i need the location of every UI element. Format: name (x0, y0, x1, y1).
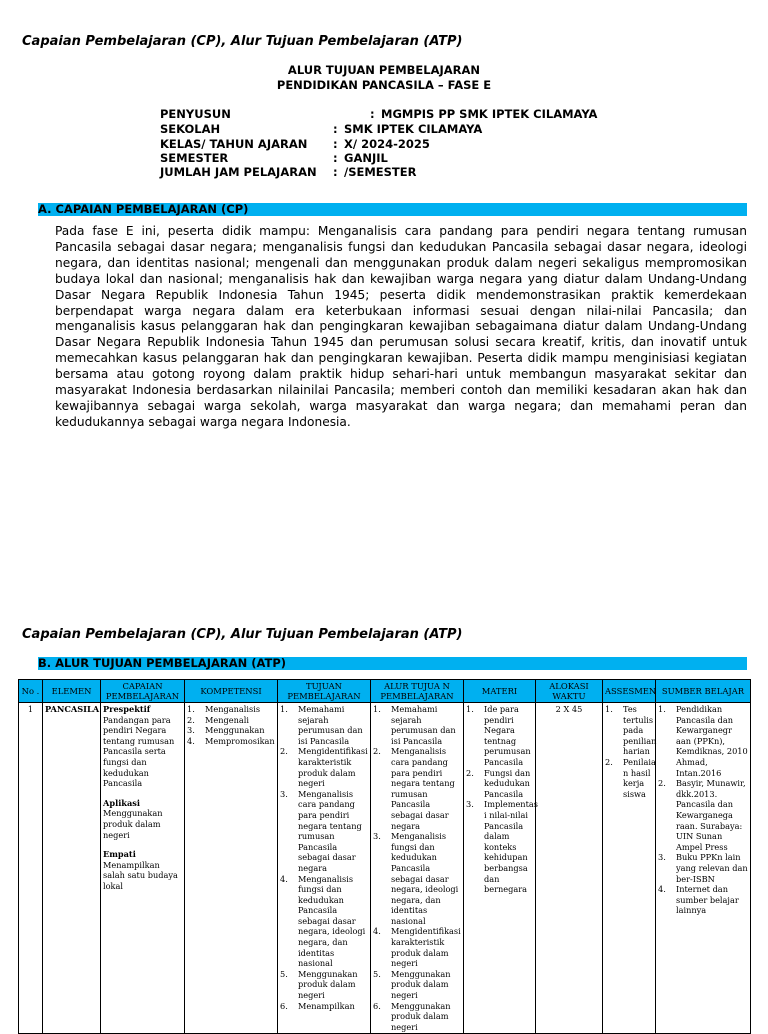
sumber-item: Internet dan sumber belajar lainnya (676, 884, 739, 916)
cell-capaian (101, 703, 185, 1034)
col-header-capaian: CAPAIAN PEMBELAJARAN (101, 680, 185, 703)
sumber-item: Buku PPKn lain yang relevan dan ber-ISBN (676, 852, 748, 884)
col-header-asesmen: ASSESMEN (603, 680, 656, 703)
table-header-row (19, 680, 751, 703)
info-label-jam: JUMLAH JAM PELAJARAN (160, 165, 317, 179)
cp-head-aplikasi: Aplikasi (103, 797, 140, 808)
info-value-semester: GANJIL (344, 151, 388, 165)
info-label-kelas: KELAS/ TAHUN AJARAN (160, 137, 308, 151)
info-value-kelas: X/ 2024-2025 (344, 137, 430, 151)
info-sep-kelas: : (333, 137, 338, 151)
cp-head-prespektif: Prespektif (103, 704, 151, 714)
cell-sumber (656, 703, 751, 1034)
tujuan-item: Mengidentifikasi karakteristik produk dalam negeri (298, 746, 368, 789)
col-header-alur: ALUR TUJUA N PEMBELAJARAN (371, 680, 464, 703)
alur-item: Menggunakan produk dalam negeri (391, 968, 451, 1001)
cp-text-aplikasi: Menggunakan produk dalam negeri (103, 808, 163, 840)
cell-no: 1 (19, 703, 43, 1034)
cell-alokasi: 2 X 45 (536, 703, 603, 1034)
cell-tujuan (278, 703, 371, 1034)
table-row (19, 703, 751, 1034)
tujuan-item: Menampilkan (298, 1000, 355, 1011)
col-header-elemen: ELEMEN (43, 680, 101, 703)
section-a-heading: A. CAPAIAN PEMBELAJARAN (CP) (38, 203, 747, 216)
asesmen-item: Penilaia n hasil kerja siswa (623, 756, 656, 799)
col-header-tujuan: TUJUAN PEMBELAJARAN (278, 680, 371, 703)
info-value-jam: /SEMESTER (344, 165, 417, 179)
asesmen-item: Tes tertulis pada penilian harian (623, 704, 657, 757)
cp-text-empati: Menampilkan salah satu budaya lokal (103, 859, 178, 891)
alur-item: Mengidentifikasi karakteristik produk dalam negeri (391, 926, 461, 969)
kompetensi-item: Mengenali (205, 714, 249, 725)
materi-item: Fungsi dan kedudukan Pancasila (484, 767, 531, 799)
cell-materi (464, 703, 536, 1034)
document-header: Capaian Pembelajaran (CP), Alur Tujuan Pembelajaran (ATP) (22, 34, 463, 49)
cp-text-prespektif: Pandangan para pendiri Negara tentang rumusan Pancasila serta fungsi dan kedudukan Pancasila (103, 714, 175, 789)
alur-item: Menganalisis fungsi dan kedudukan Pancasila sebagai dasar negara, ideologi negara, dan identitas nasional (391, 831, 459, 926)
info-label-penyusun: PENYUSUN (160, 107, 231, 121)
info-sep-jam: : (333, 165, 338, 179)
alur-item: Menganalisis cara pandang para pendiri negara tentang rumusan Pancasila sebagai dasar negara (391, 746, 455, 831)
info-label-sekolah: SEKOLAH (160, 122, 221, 136)
cell-asesmen (603, 703, 656, 1034)
col-header-sumber: SUMBER BELAJAR (656, 680, 751, 703)
materi-item: Implementas i nilai-nilai Pancasila dalam konteks kehidupan berbangsa dan bernegara (484, 799, 538, 895)
cp-paragraph: Pada fase E ini, peserta didik mampu: Menganalisis cara pandang para pendiri negara tentang rumusan Pancasila sebagai dasar negara; menganalisis fungsi dan kedudukan Pancasila sebagai dasar negara, ideologi negara, dan identitas nasional; mengenali dan menggunakan produk dalam negeri sekaligus mempromosikan budaya lokal dan nasional; menganalisis hak dan kewajiban warga negara yang diatur dalam Undang-Undang Dasar Negara Republik Indonesia Tahun 1945; peserta didik mendemonstrasikan praktik kemerdekaan berpendapat warga negara dalam era keterbukaan informasi sesuai dengan nilai-nilai Pancasila; dan menganalisis kasus pelanggaran hak dan pengingkaran kewajiban sebagaimana diatur dalam Undang-Undang Dasar Negara Republik Indonesia Tahun 1945 dan perumusan solusi secara kreatif, kritis, dan inovatif untuk memecahkan kasus pelanggaran hak dan pengingkaran kewajiban. Peserta didik mampu menginisiasi kegiatan bersama atau gotong royong dalam praktik hidup sehari-hari untuk membangun masyarakat sekitar dan masyarakat Indonesia berdasarkan nilainilai Pancasila; memberi contoh dan memiliki kesadaran akan hak dan kewajibannya sebagai warga sekolah, warga masyarakat dan warga negara; dan memahami peran dan kedudukannya sebagai warga negara Indonesia. (55, 224, 747, 429)
info-sep-sekolah: : (333, 122, 338, 136)
info-value-sekolah: SMK IPTEK CILAMAYA (344, 122, 483, 136)
section-b-heading: B. ALUR TUJUAN PEMBELAJARAN (ATP) (38, 657, 747, 670)
alur-item: Memahami sejarah perumusan dan isi Pancasila (391, 704, 456, 746)
cell-elemen: PANCASILA (43, 703, 101, 1034)
tujuan-item: Menganalisis fungsi dan kedudukan Pancasila sebagai dasar negara, ideologi negara, dan identitas nasional (298, 873, 366, 969)
col-header-materi: MATERI (464, 680, 536, 703)
cell-alur (371, 703, 464, 1034)
info-value-penyusun: MGMPIS PP SMK IPTEK CILAMAYA (381, 107, 598, 121)
cell-kompetensi (185, 703, 278, 1034)
info-sep-penyusun: : (370, 107, 375, 121)
tujuan-item: Memahami sejarah perumusan dan isi Pancasila (298, 704, 363, 746)
sumber-item: Pendidikan Pancasila dan Kewarganegr aan (PPKn), Kemdiknas, 2010 Ahmad, Intan.2016 (676, 704, 748, 778)
title-line-2: PENDIDIKAN PANCASILA – FASE E (276, 78, 492, 92)
kompetensi-item: Menganalisis (205, 704, 261, 714)
info-sep-semester: : (333, 151, 338, 165)
materi-item: Ide para pendiri Negara tentnag perumusan Pancasila (484, 704, 531, 767)
kompetensi-item: Menggunakan (205, 725, 265, 736)
col-header-kompetensi: KOMPETENSI (185, 680, 278, 703)
title-line-1: ALUR TUJUAN PEMBELAJARAN (287, 63, 481, 77)
cp-head-empati: Empati (103, 849, 136, 860)
kompetensi-item: Mempromosikan (205, 735, 275, 746)
tujuan-item: Menganalisis cara pandang para pendiri negara tentang rumusan Pancasila sebagai dasar negara (298, 788, 362, 873)
document-header-2: Capaian Pembelajaran (CP), Alur Tujuan Pembelajaran (ATP) (22, 627, 463, 642)
sumber-item: Basyir, Munawir, dkk.2013. Pancasila dan Kewarganega raan. Surabaya: UIN Sunan Ampel Press (676, 778, 746, 852)
atp-table (18, 679, 751, 1034)
col-header-no: No . (19, 680, 43, 703)
info-label-semester: SEMESTER (160, 151, 229, 165)
alur-item: Menggunakan produk dalam negeri (391, 1000, 451, 1032)
tujuan-item: Menggunakan produk dalam negeri (298, 968, 358, 1001)
col-header-alokasi: ALOKASI WAKTU (536, 680, 603, 703)
